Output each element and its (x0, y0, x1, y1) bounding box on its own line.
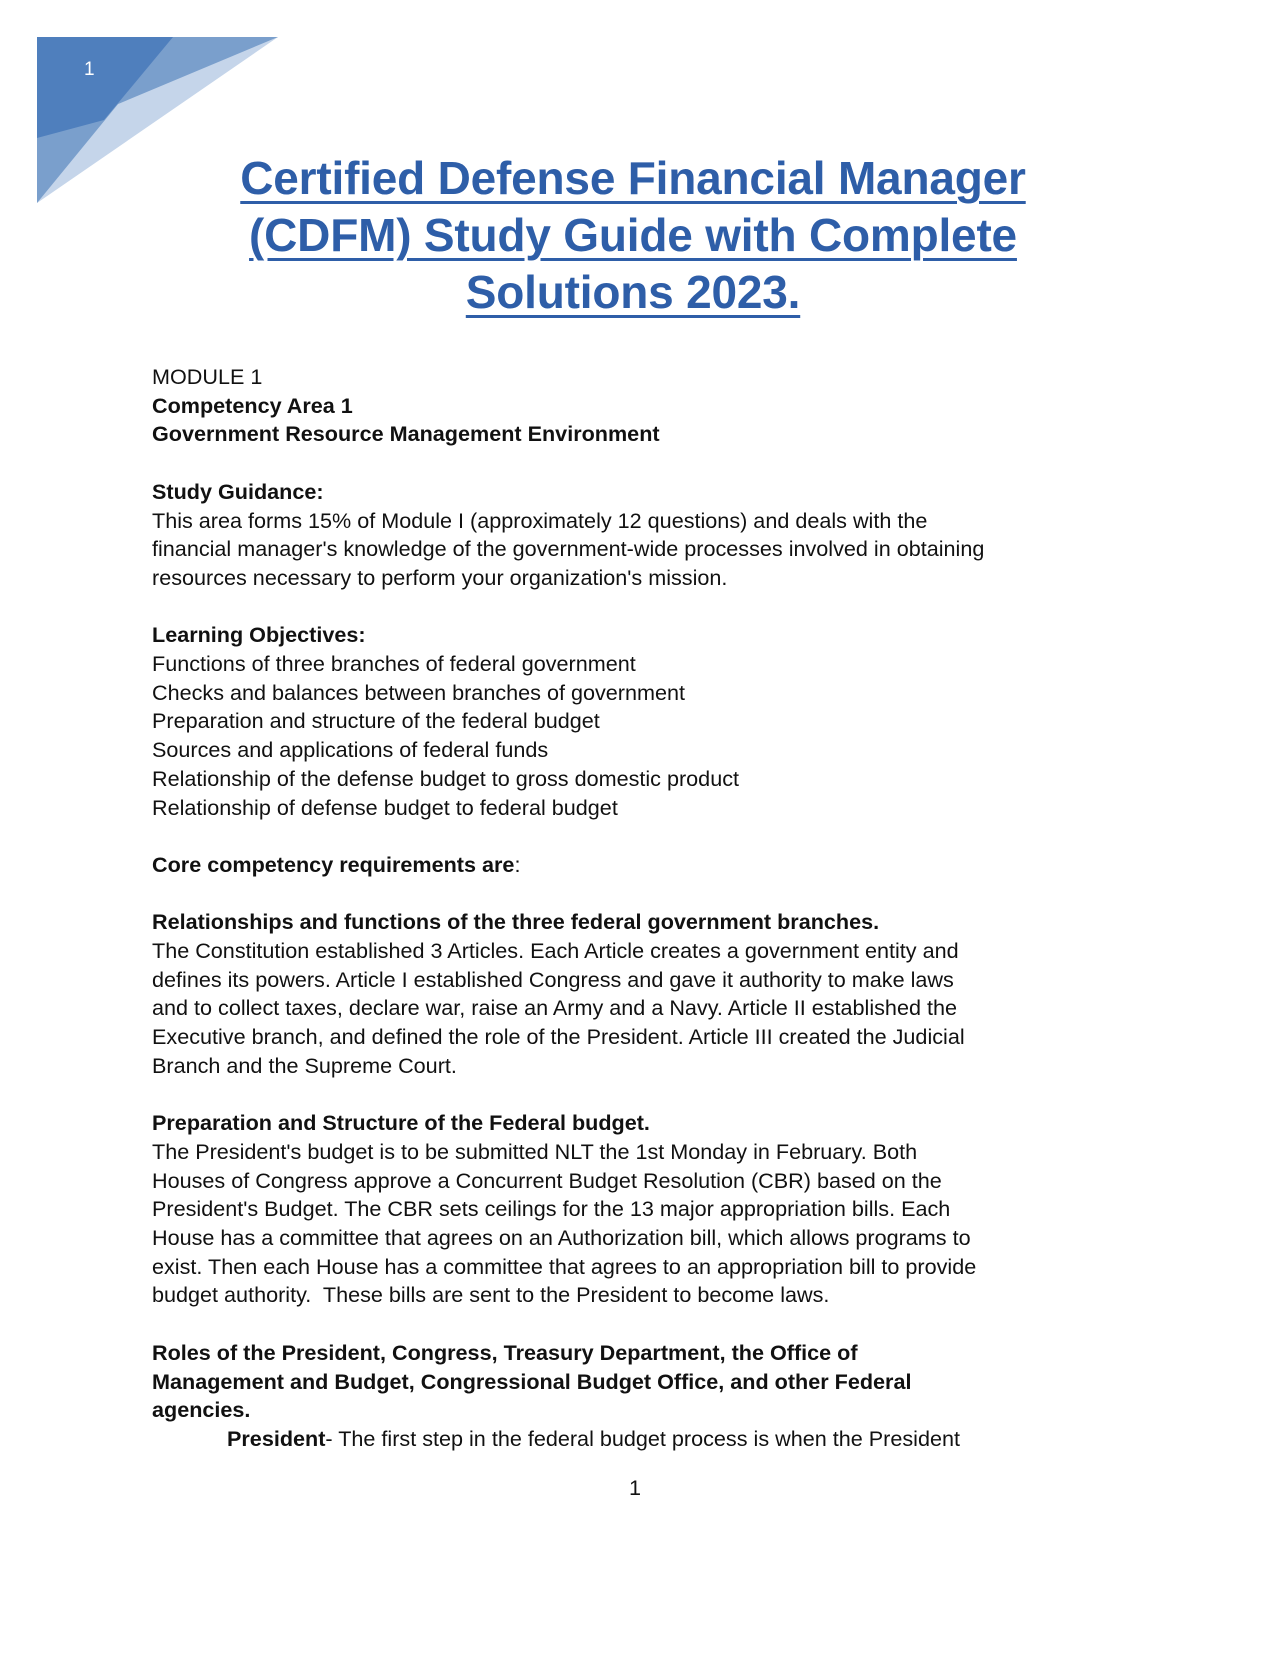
study-guidance-line: This area forms 15% of Module I (approximately 12 questions) and deals with the (152, 507, 928, 533)
spacer (152, 880, 1152, 909)
study-guidance-heading: Study Guidance: (152, 478, 324, 504)
learning-objective-item: Sources and applications of federal funds (152, 737, 549, 763)
section-text-line: defines its powers. Article I established Congress and gave it authority to make laws (152, 966, 954, 992)
title-line-2: (CDFM) Study Guide with Complete (249, 209, 1017, 261)
core-competency-colon: : (514, 851, 521, 877)
president-term: President (227, 1425, 326, 1451)
section-text-line: exist. Then each House has a committee that agrees to an appropriation bill to provide (152, 1253, 977, 1279)
document-title (160, 150, 1106, 321)
title-line-1: Certified Defense Financial Manager (240, 152, 1026, 204)
learning-objective-item: Relationship of the defense budget to gross domestic product (152, 765, 739, 791)
core-competency-heading (152, 851, 1152, 880)
competency-area-heading: Competency Area 1 (152, 392, 353, 418)
spacer (152, 1310, 1152, 1339)
section-text-line: President's Budget. The CBR sets ceilings for the 13 major appropriation bills. Each (152, 1196, 951, 1222)
section-text-line: House has a committee that agrees on an Authorization bill, which allows programs to (152, 1225, 971, 1251)
section-text-line: Houses of Congress approve a Concurrent Budget Resolution (CBR) based on the (152, 1167, 942, 1193)
section-heading-branches: Relationships and functions of the three federal government branches. (152, 909, 880, 935)
title-line-3: Solutions 2023. (465, 266, 801, 318)
area-name-heading: Government Resource Management Environment (152, 421, 660, 447)
section-text-line: and to collect taxes, declare war, raise an Army and a Navy. Article II established the (152, 995, 957, 1021)
section-text-line: Branch and the Supreme Court. (152, 1052, 457, 1078)
section-heading-budget: Preparation and Structure of the Federal budget. (152, 1110, 650, 1136)
section-heading-roles: agencies. (152, 1397, 251, 1423)
learning-objective-item: Checks and balances between branches of government (152, 679, 685, 705)
module-label: MODULE 1 (152, 364, 263, 389)
core-competency-label: Core competency requirements are (152, 851, 515, 877)
section-text-line: Executive branch, and defined the role of the President. Article III created the Judicial (152, 1024, 965, 1050)
document-body (152, 363, 1152, 1454)
spacer (152, 449, 1152, 478)
study-guidance-line: financial manager's knowledge of the government-wide processes involved in obtaining (152, 536, 985, 562)
learning-objective-item: Preparation and structure of the federal budget (152, 708, 600, 734)
president-role-line (152, 1425, 1152, 1454)
learning-objective-item: Functions of three branches of federal government (152, 651, 636, 676)
section-text-line: The President's budget is to be submitted NLT the 1st Monday in February. Both (152, 1138, 918, 1164)
section-heading-roles: Management and Budget, Congressional Budget Office, and other Federal (152, 1368, 912, 1394)
president-text: - The first step in the federal budget process is when the President (325, 1425, 960, 1451)
corner-page-number: 1 (84, 59, 95, 80)
section-text-line: The Constitution established 3 Articles. Each Article creates a government entity and (152, 938, 959, 963)
spacer (152, 593, 1152, 622)
learning-objectives-heading: Learning Objectives: (152, 622, 366, 648)
study-guidance-line: resources necessary to perform your organization's mission. (152, 564, 728, 590)
spacer (152, 1081, 1152, 1110)
learning-objective-item: Relationship of defense budget to federal budget (152, 794, 618, 820)
section-text-line: budget authority. These bills are sent to the President to become laws. (152, 1282, 830, 1308)
section-heading-roles: Roles of the President, Congress, Treasury Department, the Office of (152, 1339, 858, 1365)
spacer (152, 822, 1152, 851)
page-number: 1 (628, 1475, 641, 1500)
